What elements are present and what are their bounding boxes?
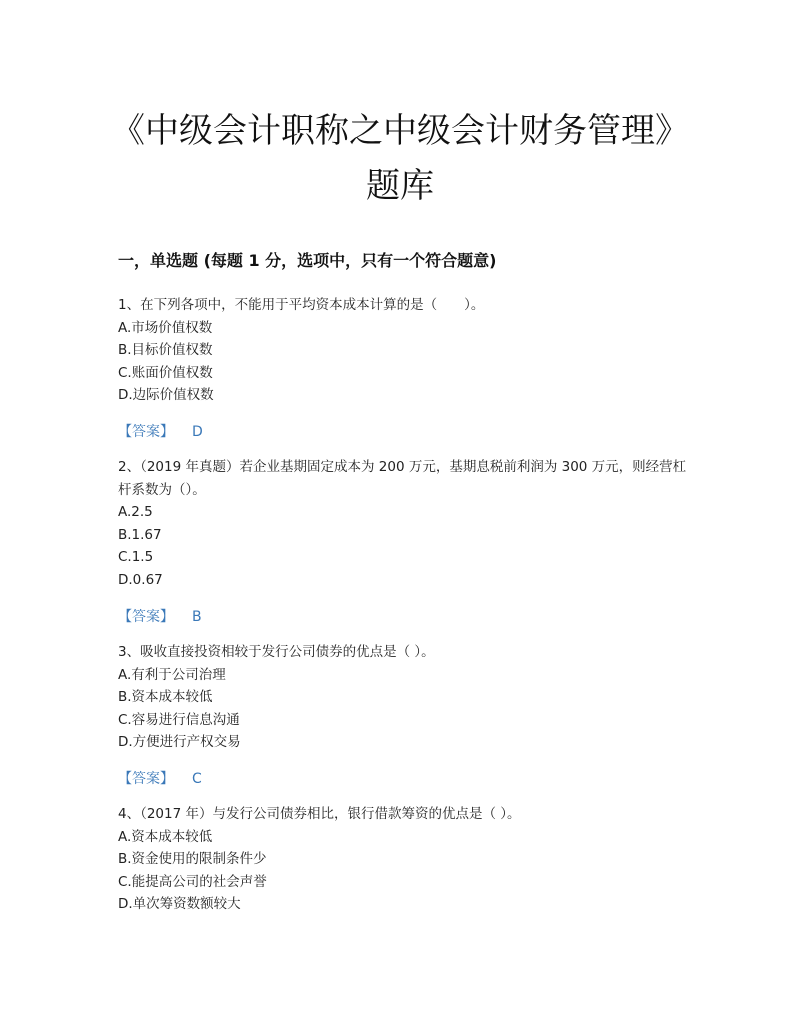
option-d: D.方便进行产权交易	[118, 734, 241, 750]
answer-label: 【答案】	[118, 424, 174, 440]
option-d: D.0.67	[118, 571, 163, 588]
option-c: C.能提高公司的社会声誉	[118, 873, 267, 890]
answer-value: D	[192, 424, 203, 440]
option-a: A.有利于公司治理	[118, 666, 226, 683]
option-b: B.目标价值权数	[118, 342, 213, 358]
option-b: B.1.67	[118, 526, 162, 543]
question-stem: 1、在下列各项中，不能用于平均资本成本计算的是（ ）。	[118, 297, 485, 313]
option-a: A.2.5	[118, 504, 153, 520]
answer-1	[118, 421, 203, 441]
question-3	[118, 641, 693, 754]
option-c: C.账面价值权数	[118, 364, 213, 381]
option-c: C.容易进行信息沟通	[118, 711, 240, 728]
question-stem: 2、（2019 年真题）若企业基期固定成本为 200 万元，基期息税前利润为 300 万元，则经营杠杆系数为（）。	[118, 459, 687, 498]
answer-value: C	[192, 771, 202, 787]
option-b: B.资本成本较低	[118, 689, 213, 705]
option-b: B.资金使用的限制条件少	[118, 851, 267, 867]
question-4	[118, 803, 693, 916]
document-title: 《中级会计职称之中级会计财务管理》题库	[111, 111, 689, 206]
question-stem: 4、（2017 年）与发行公司债券相比，银行借款筹资的优点是（ ）。	[118, 806, 521, 822]
answer-value: B	[192, 609, 202, 625]
answer-label: 【答案】	[118, 771, 174, 787]
option-a: A.市场价值权数	[118, 319, 213, 336]
answer-3	[118, 768, 202, 788]
option-d: D.边际价值权数	[118, 387, 214, 403]
question-2	[118, 456, 693, 591]
option-c: C.1.5	[118, 549, 154, 565]
question-stem: 3、吸收直接投资相较于发行公司债券的优点是（ ）。	[118, 644, 435, 660]
question-1	[118, 294, 693, 407]
option-d: D.单次筹资数额较大	[118, 896, 241, 912]
answer-label: 【答案】	[118, 609, 174, 625]
section-heading: 一，单选题 (每题 1 分，选项中，只有一个符合题意)	[118, 251, 497, 270]
option-a: A.资本成本较低	[118, 828, 213, 845]
answer-2	[118, 606, 202, 626]
